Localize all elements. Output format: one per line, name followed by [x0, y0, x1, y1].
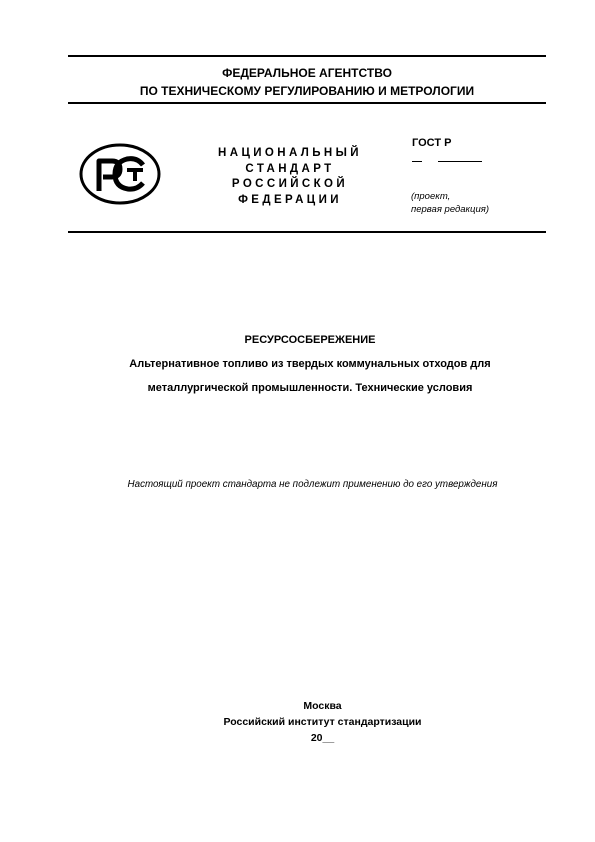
- imprint-city: Москва: [303, 700, 342, 712]
- gost-dash: [412, 161, 422, 162]
- header-divider: [68, 102, 546, 104]
- gost-number-underline: [438, 161, 482, 162]
- standard-line-1: НАЦИОНАЛЬНЫЙ: [218, 147, 362, 159]
- document-title: [40, 328, 580, 400]
- imprint-publisher: Российский институт стандартизации: [223, 716, 422, 728]
- draft-note-line-2: первая редакция): [411, 204, 489, 215]
- draft-note: [411, 190, 489, 216]
- standard-line-3: РОССИЙСКОЙ: [231, 178, 349, 190]
- header-bottom-divider: [68, 231, 546, 233]
- national-standard-heading: [180, 146, 400, 208]
- draft-notice: Настоящий проект стандарта не подлежит применению до его утверждения: [127, 479, 498, 490]
- agency-name: [68, 64, 546, 100]
- standard-line-4: ФЕДЕРАЦИИ: [238, 193, 342, 206]
- top-divider: [68, 55, 546, 57]
- title-line-2: Альтернативное топливо из твердых коммунальных отходов для: [129, 358, 491, 370]
- agency-line-1: ФЕДЕРАЛЬНОЕ АГЕНТСТВО: [222, 66, 392, 80]
- standard-line-2: СТАНДАРТ: [245, 162, 335, 175]
- imprint: [40, 698, 595, 746]
- gost-number-blank: [412, 153, 482, 167]
- imprint-year: 20__: [310, 732, 335, 744]
- title-line-3: металлургической промышленности. Технические условия: [147, 382, 473, 394]
- title-line-1: РЕСУРСОСБЕРЕЖЕНИЕ: [244, 334, 376, 346]
- gost-label: ГОСТ Р: [412, 137, 452, 149]
- draft-note-line-1: (проект,: [411, 191, 451, 202]
- agency-line-2: ПО ТЕХНИЧЕСКОМУ РЕГУЛИРОВАНИЮ И МЕТРОЛОГИИ: [139, 84, 475, 98]
- rst-mark-icon: [79, 143, 161, 205]
